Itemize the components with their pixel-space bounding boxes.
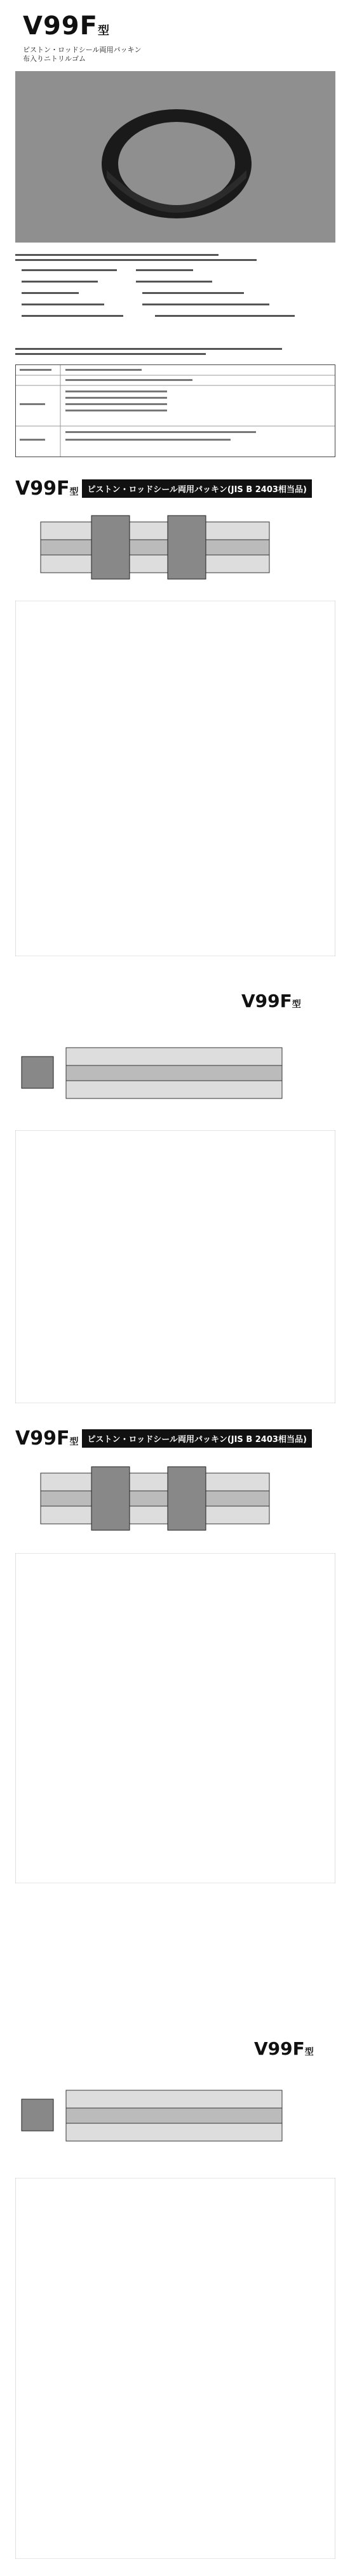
section-4-cross-section-drawing	[15, 2071, 335, 2166]
section-2-table-grid	[15, 1130, 335, 1403]
notes-text-block	[15, 253, 335, 359]
section-1-cross-section-drawing	[15, 503, 335, 592]
section-3-size-table	[15, 1553, 335, 1883]
section-4-table-grid	[15, 2178, 335, 2559]
section-2-model: V99F型	[241, 991, 301, 1011]
spec-table-grid	[16, 365, 335, 457]
seal-ring-image	[88, 94, 266, 227]
subtitle-line-2: 布入りニトリルゴム	[23, 55, 86, 63]
subtitle-line-1: ピストン・ロッドシール両用パッキン	[23, 46, 142, 54]
section-2-heading	[241, 991, 301, 1011]
page-subtitle	[23, 46, 141, 63]
section-2-size-table	[15, 1130, 335, 1403]
section-1-bar: ピストン・ロッドシール両用パッキン(JIS B 2403相当品)	[82, 479, 311, 498]
section-1-size-table	[15, 601, 335, 956]
section-4-heading	[254, 2038, 314, 2059]
notes-section	[15, 253, 335, 361]
section-3-bar: ピストン・ロッドシール両用パッキン(JIS B 2403相当品)	[82, 1429, 311, 1448]
section-1-heading	[15, 477, 335, 499]
section-4-model: V99F型	[254, 2038, 314, 2059]
section-3-model: V99F型	[15, 1427, 79, 1450]
section-1-model: V99F型	[15, 477, 79, 500]
section-2-cross-section-drawing	[15, 1029, 335, 1118]
section-3-heading	[15, 1427, 335, 1449]
model-suffix: 型	[97, 24, 110, 37]
section-3-cross-section-drawing	[15, 1454, 335, 1543]
material-spec-table	[15, 364, 335, 457]
section-4-size-table	[15, 2178, 335, 2559]
model-name: V99F	[23, 11, 98, 41]
section-1-table-grid	[15, 601, 335, 956]
page-title	[23, 11, 110, 41]
section-3-table-grid	[15, 1553, 335, 1883]
